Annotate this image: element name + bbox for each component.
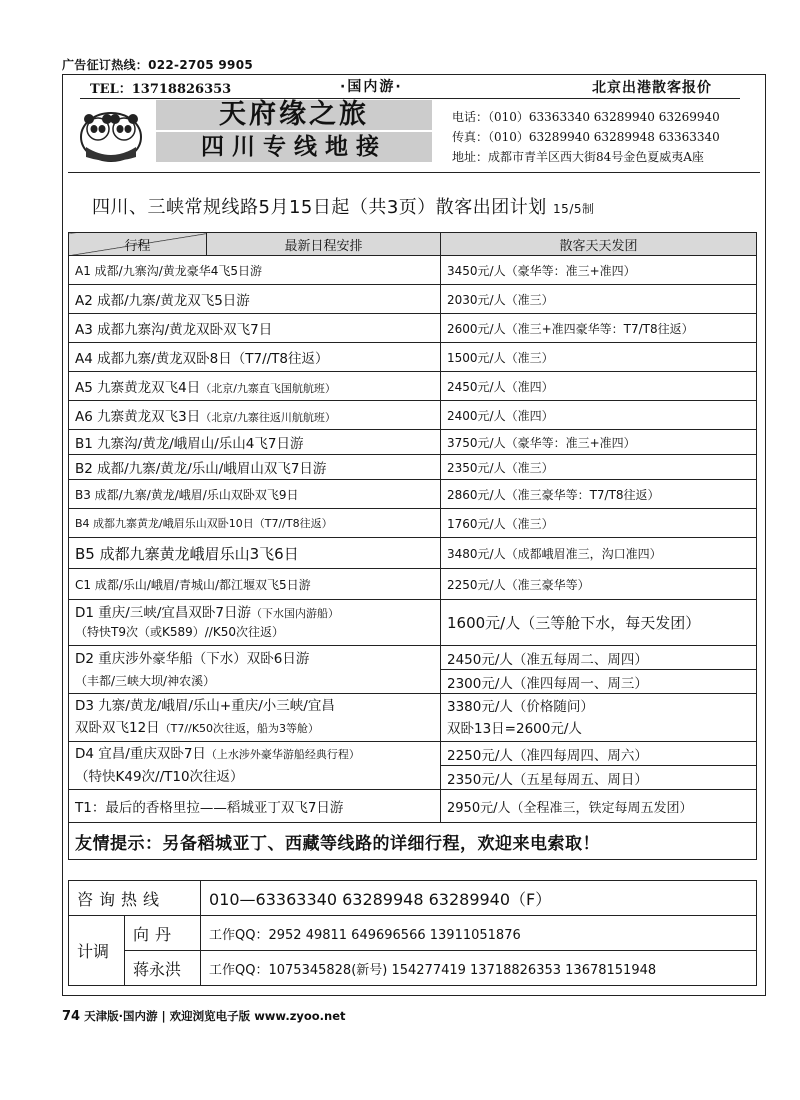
price-cell: 2450元/人（准五每周二、周四） — [441, 646, 757, 670]
route-text: D1 重庆/三峡/宜昌双卧7日游 — [75, 604, 251, 621]
table-row — [69, 480, 757, 509]
route-cell — [69, 401, 441, 430]
tip-cell: 友情提示：另备稻城亚丁、西藏等线路的详细行程，欢迎来电索取！ — [69, 823, 757, 860]
header-cell-price — [441, 233, 757, 256]
price-cell: 2400元/人（准四） — [441, 401, 757, 430]
section-label: ·国内游· — [340, 79, 403, 95]
route-cell: B5 成都九寨黄龙峨眉乐山3飞6日 — [69, 538, 441, 569]
price-text: 双卧13日=2600元/人 — [447, 720, 582, 737]
table-row — [69, 401, 757, 430]
table-row — [69, 694, 757, 742]
route-detail: （特快T9次（或K589）//K50次往返） — [75, 624, 284, 639]
route-cell — [69, 600, 441, 646]
price-cell: 3450元/人（豪华等：准三+准四） — [441, 256, 757, 285]
table-row — [69, 790, 757, 823]
header-tel: TEL：13718826353 — [90, 82, 232, 97]
table-row — [69, 285, 757, 314]
route-detail: （丰都/三峡大坝/神农溪） — [75, 673, 216, 688]
route-cell — [69, 694, 441, 742]
footer — [62, 1008, 346, 1024]
table-row — [69, 372, 757, 401]
panda-logo — [78, 101, 144, 163]
route-note: （北京/九寨直飞国航航班） — [200, 382, 336, 395]
price-cell: 2300元/人（准四每周一、周三） — [441, 670, 757, 694]
route-cell: A2 成都/九寨/黄龙双飞5日游 — [69, 285, 441, 314]
group-label: 计调 — [69, 916, 125, 986]
route-detail: （特快K49次//T10次往返） — [75, 769, 244, 785]
price-cell: 2030元/人（准三） — [441, 285, 757, 314]
price-cell: 1760元/人（准三） — [441, 509, 757, 538]
table-row — [69, 455, 757, 480]
table-row — [69, 569, 757, 600]
plan-title-text: 四川、三峡常规线路5月15日起（共3页）散客出团计划 — [92, 197, 547, 218]
route-cell: B2 成都/九寨/黄龙/乐山/峨眉山双飞7日游 — [69, 455, 441, 480]
header-phone: 电话：（010）63363340 63289940 63269940 — [452, 110, 720, 124]
table-row — [69, 343, 757, 372]
staff-name: 向丹 — [125, 916, 201, 951]
route-text: 双卧双飞12日 — [75, 720, 160, 736]
brand-name: 天府缘之旅 — [156, 100, 432, 130]
staff-name: 蒋永洪 — [125, 951, 201, 986]
route-cell: T1：最后的香格里拉——稻城亚丁双飞7日游 — [69, 790, 441, 823]
route-note: （上水涉外豪华游船经典行程） — [205, 748, 360, 761]
header-label: 最新日程安排 — [284, 238, 363, 254]
table-header-row — [69, 233, 757, 256]
plan-date-note: 15/5制 — [553, 202, 595, 216]
route-text: D4 宜昌/重庆双卧7日 — [75, 746, 206, 762]
route-cell: B3 成都/九寨/黄龙/峨眉/乐山双卧双飞9日 — [69, 480, 441, 509]
price-cell: 2350元/人（五星每周五、周日） — [441, 766, 757, 790]
ad-hotline: 广告征订热线：022-2705 9905 — [62, 58, 254, 72]
header-fax: 传真：（010）63289940 63289948 63363340 — [452, 130, 720, 144]
price-cell: 2250元/人（准四每周四、周六） — [441, 742, 757, 766]
price-cell: 2950元/人（全程准三，铁定每周五发团） — [441, 790, 757, 823]
hotline-row — [69, 881, 757, 916]
route-cell — [69, 742, 441, 790]
price-cell: 3480元/人（成都峨眉准三，沟口准四） — [441, 538, 757, 569]
table-row — [69, 538, 757, 569]
route-cell: A1 成都/九寨沟/黄龙豪华4飞5日游 — [69, 256, 441, 285]
route-cell — [69, 646, 441, 694]
price-cell: 1500元/人（准三） — [441, 343, 757, 372]
divider — [68, 172, 760, 173]
table-row — [69, 314, 757, 343]
route-cell: A4 成都九寨/黄龙双卧8日（T7//T8往返） — [69, 343, 441, 372]
header-right-title: 北京出港散客报价 — [592, 80, 712, 96]
table-row — [69, 256, 757, 285]
footer-text: 天津版·国内游 | 欢迎浏览电子版 www.zyoo.net — [84, 1009, 346, 1023]
price-cell: 2250元/人（准三豪华等） — [441, 569, 757, 600]
price-cell: 2600元/人（准三+准四豪华等：T7/T8往返） — [441, 314, 757, 343]
price-cell: 1600元/人（三等舱下水，每天发团） — [441, 600, 757, 646]
staff-info: 工作QQ：1075345828(新号) 154277419 13718826353 13678151948 — [201, 951, 757, 986]
itinerary-table — [68, 232, 757, 860]
price-cell: 2860元/人（准三豪华等：T7/T8往返） — [441, 480, 757, 509]
table-row — [69, 742, 757, 766]
price-text: 3380元/人（价格随问） — [447, 698, 594, 715]
contact-table — [68, 880, 757, 986]
route-text: A5 九寨黄龙双飞4日 — [75, 380, 201, 396]
route-cell: B1 九寨沟/黄龙/峨眉山/乐山4飞7日游 — [69, 430, 441, 455]
route-text: A6 九寨黄龙双飞3日 — [75, 409, 201, 425]
price-cell: 3750元/人（豪华等：准三+准四） — [441, 430, 757, 455]
hotline-label: 咨询热线 — [69, 881, 201, 916]
header-label: 散客天天发团 — [559, 238, 638, 254]
route-note: （下水国内游船） — [250, 606, 339, 620]
page-number: 74 — [62, 1009, 81, 1024]
price-cell: 2450元/人（准四） — [441, 372, 757, 401]
brand-subtitle: 四川专线地接 — [156, 132, 432, 162]
header-label: 行程 — [124, 238, 151, 254]
route-cell: A3 成都九寨沟/黄龙双卧双飞7日 — [69, 314, 441, 343]
header-cell-schedule — [207, 233, 441, 256]
price-cell: 2350元/人（准三） — [441, 455, 757, 480]
table-row — [69, 600, 757, 646]
table-row — [69, 509, 757, 538]
route-cell — [69, 372, 441, 401]
route-cell: C1 成都/乐山/峨眉/青城山/都江堰双飞5日游 — [69, 569, 441, 600]
price-cell — [441, 694, 757, 742]
tip-row — [69, 823, 757, 860]
header-address: 地址：成都市青羊区西大街84号金色夏威夷A座 — [452, 150, 704, 164]
route-cell: B4 成都九寨黄龙/峨眉乐山双卧10日（T7//T8往返） — [69, 509, 441, 538]
route-text: D3 九寨/黄龙/峨眉/乐山+重庆/小三峡/宜昌 — [75, 698, 335, 714]
table-row — [69, 646, 757, 670]
route-text: D2 重庆涉外豪华船（下水）双卧6日游 — [75, 650, 310, 667]
route-note: （北京/九寨往返川航航班） — [200, 411, 336, 424]
route-note: （T7//K50次往返，船为3等舱） — [159, 722, 320, 735]
staff-row — [69, 951, 757, 986]
plan-title — [92, 193, 595, 219]
table-row — [69, 430, 757, 455]
hotline-numbers: 010—63363340 63289948 63289940（F） — [201, 881, 757, 916]
divider — [80, 98, 740, 99]
staff-info: 工作QQ：2952 49811 649696566 13911051876 — [201, 916, 757, 951]
header-cell-route — [69, 233, 207, 256]
staff-row — [69, 916, 757, 951]
